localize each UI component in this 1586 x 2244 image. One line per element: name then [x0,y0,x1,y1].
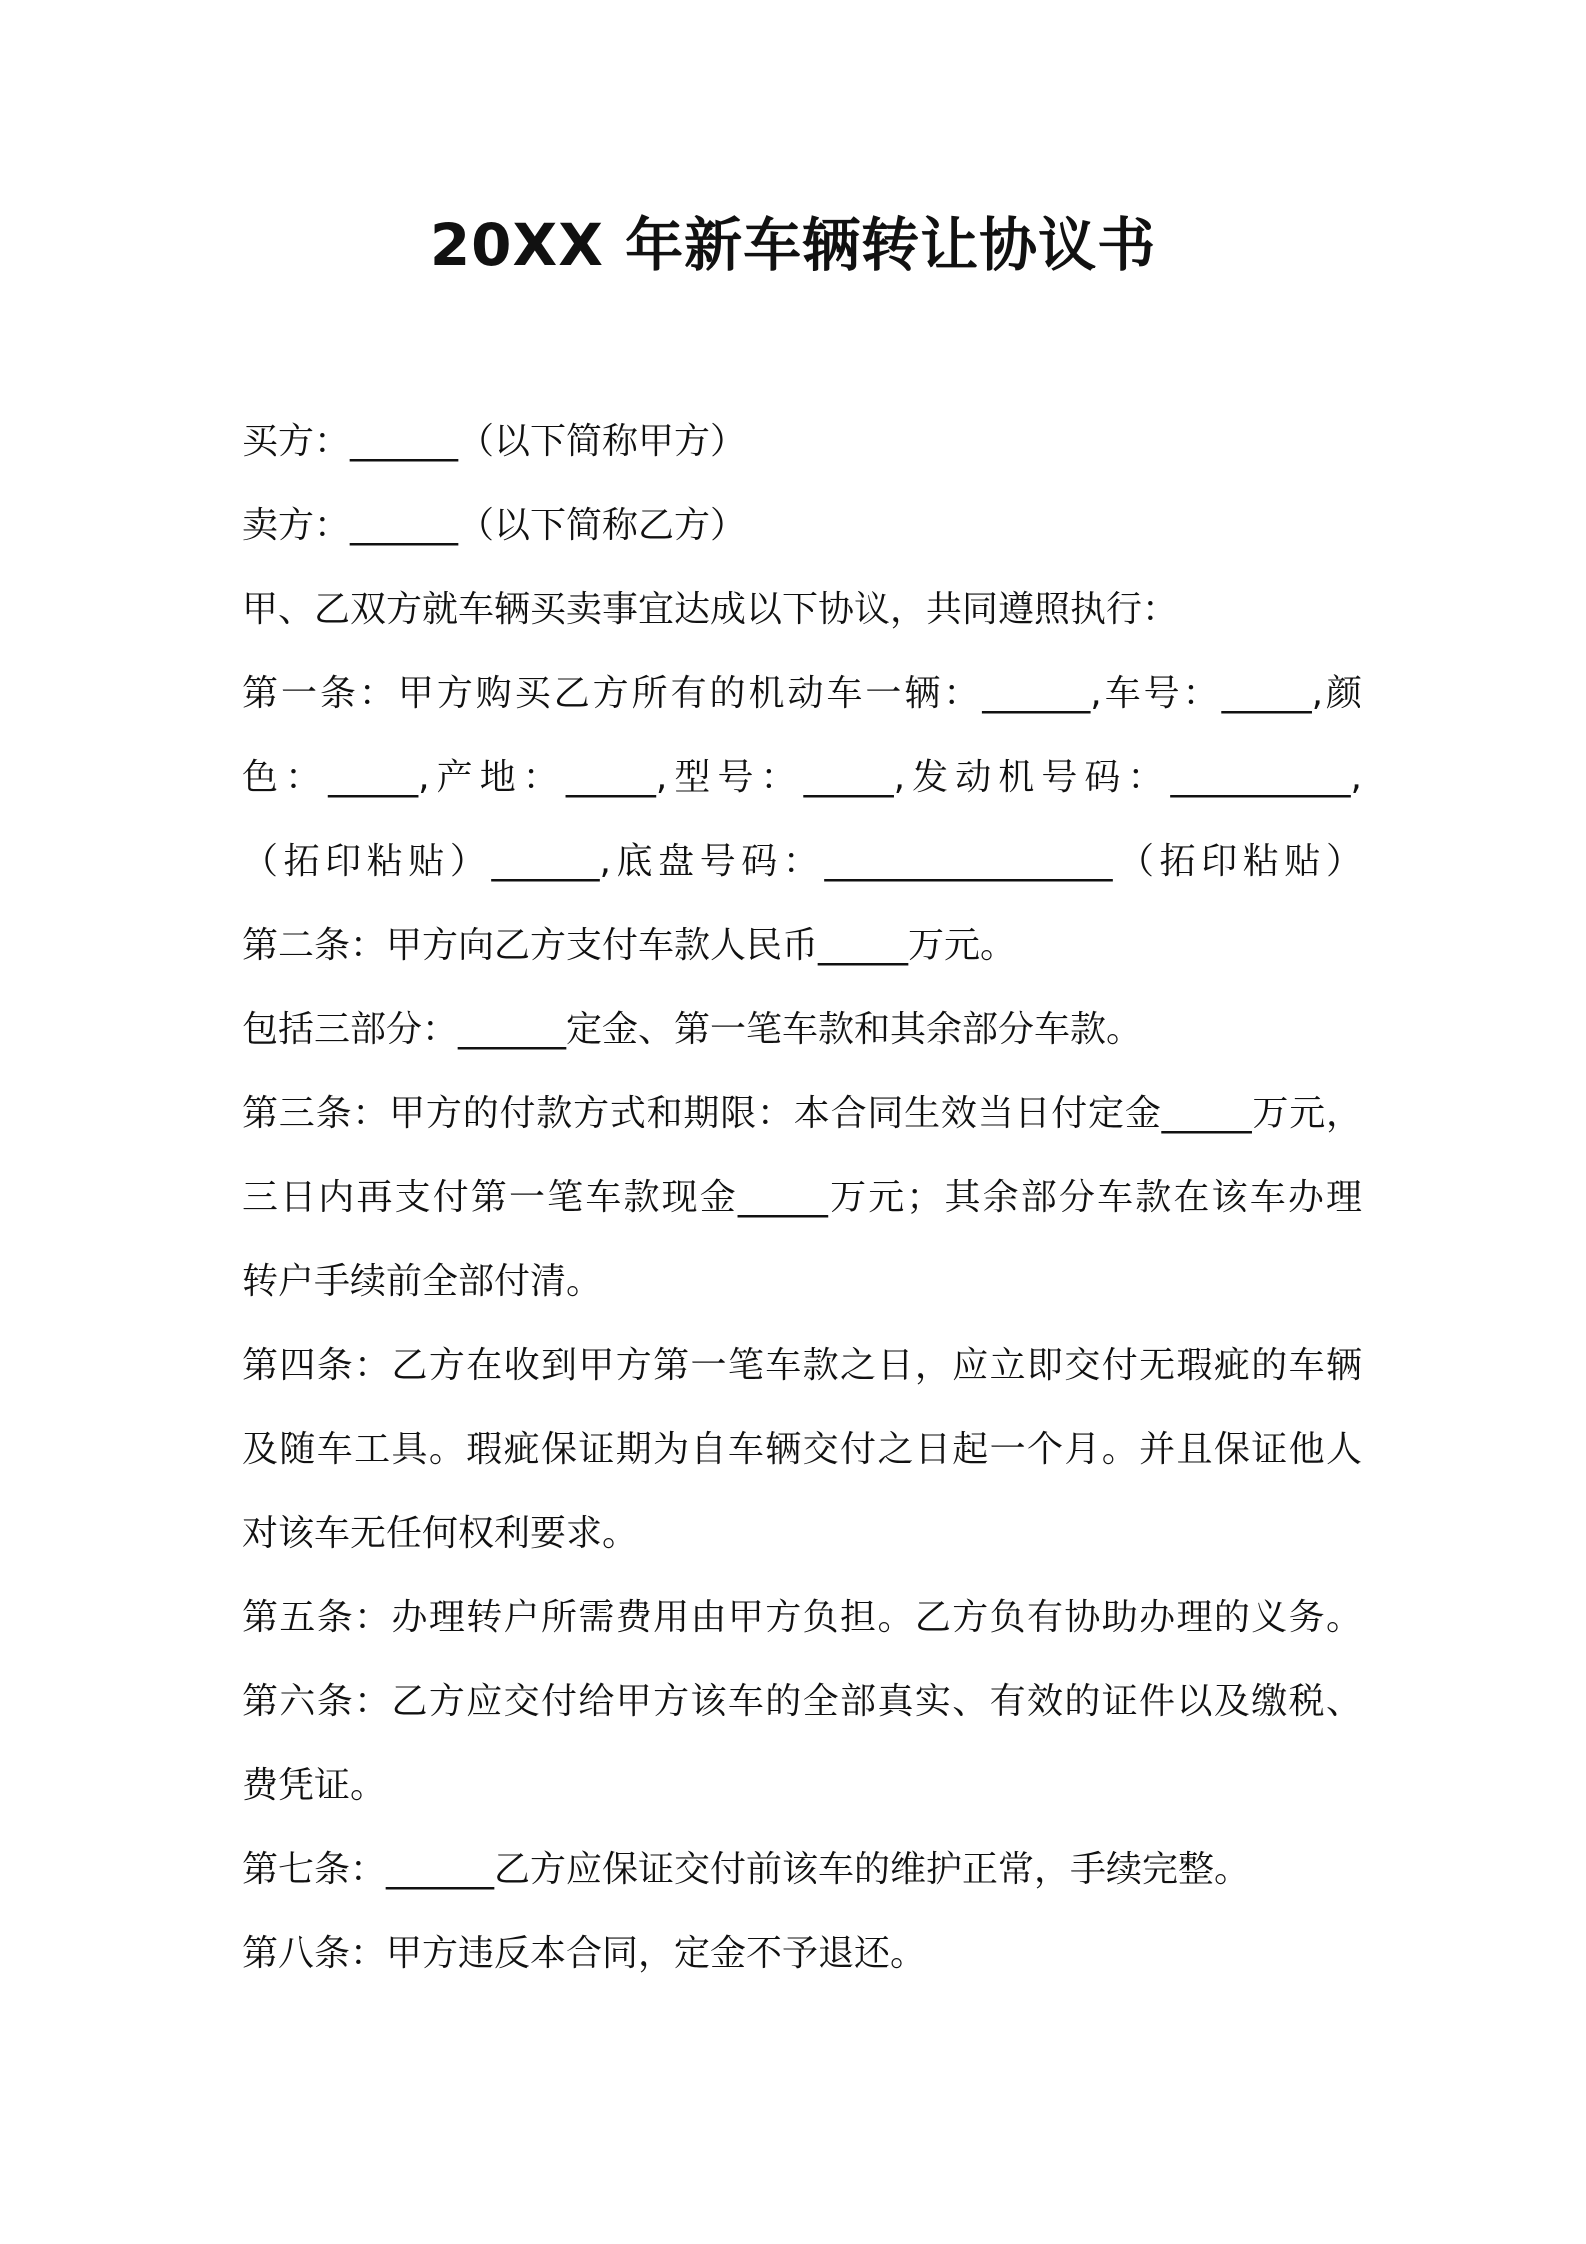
article-4-line-2: 及随车工具。瑕疵保证期为自车辆交付之日起一个月。并且保证他人 [242,1429,1362,1470]
article-2-line-1: 第二条：甲方向乙方支付车款人民币_____万元。 [242,925,1017,966]
article-3-line-2: 三日内再支付第一笔车款现金_____万元；其余部分车款在该车办理 [242,1177,1362,1218]
buyer-line: 买方：______（以下简称甲方） [242,421,747,462]
preamble-line: 甲、乙双方就车辆买卖事宜达成以下协议，共同遵照执行： [242,589,1179,630]
article-3-line-3: 转户手续前全部付清。 [242,1261,603,1302]
seller-line: 卖方：______（以下简称乙方） [242,505,747,546]
article-6-line-2: 费凭证。 [242,1765,387,1806]
article-1-line-1: 第一条：甲方购买乙方所有的机动车一辆：______,车号：_____,颜 [242,673,1362,714]
article-3-line-1: 第三条：甲方的付款方式和期限：本合同生效当日付定金_____万元， [242,1093,1362,1134]
article-1-line-2: 色：_____,产地：_____,型号：_____,发动机号码：__________, [242,757,1362,798]
article-4-line-3: 对该车无任何权利要求。 [242,1513,639,1554]
article-6-line-1: 第六条：乙方应交付给甲方该车的全部真实、有效的证件以及缴税、 [242,1681,1362,1722]
article-4-line-1: 第四条：乙方在收到甲方第一笔车款之日，应立即交付无瑕疵的车辆 [242,1345,1362,1386]
article-7-line: 第七条：______乙方应保证交付前该车的维护正常，手续完整。 [242,1849,1251,1890]
article-1-line-3: （拓印粘贴）______,底盘号码：________________（拓印粘贴） [242,841,1362,882]
article-8-line: 第八条：甲方违反本合同，定金不予退还。 [242,1933,927,1974]
document-title: 20XX 年新车辆转让协议书 [429,211,1157,279]
document-body [242,400,1362,1996]
article-2-line-2: 包括三部分：______定金、第一笔车款和其余部分车款。 [242,1009,1143,1050]
article-5-line: 第五条：办理转户所需费用由甲方负担。乙方负有协助办理的义务。 [242,1597,1362,1638]
